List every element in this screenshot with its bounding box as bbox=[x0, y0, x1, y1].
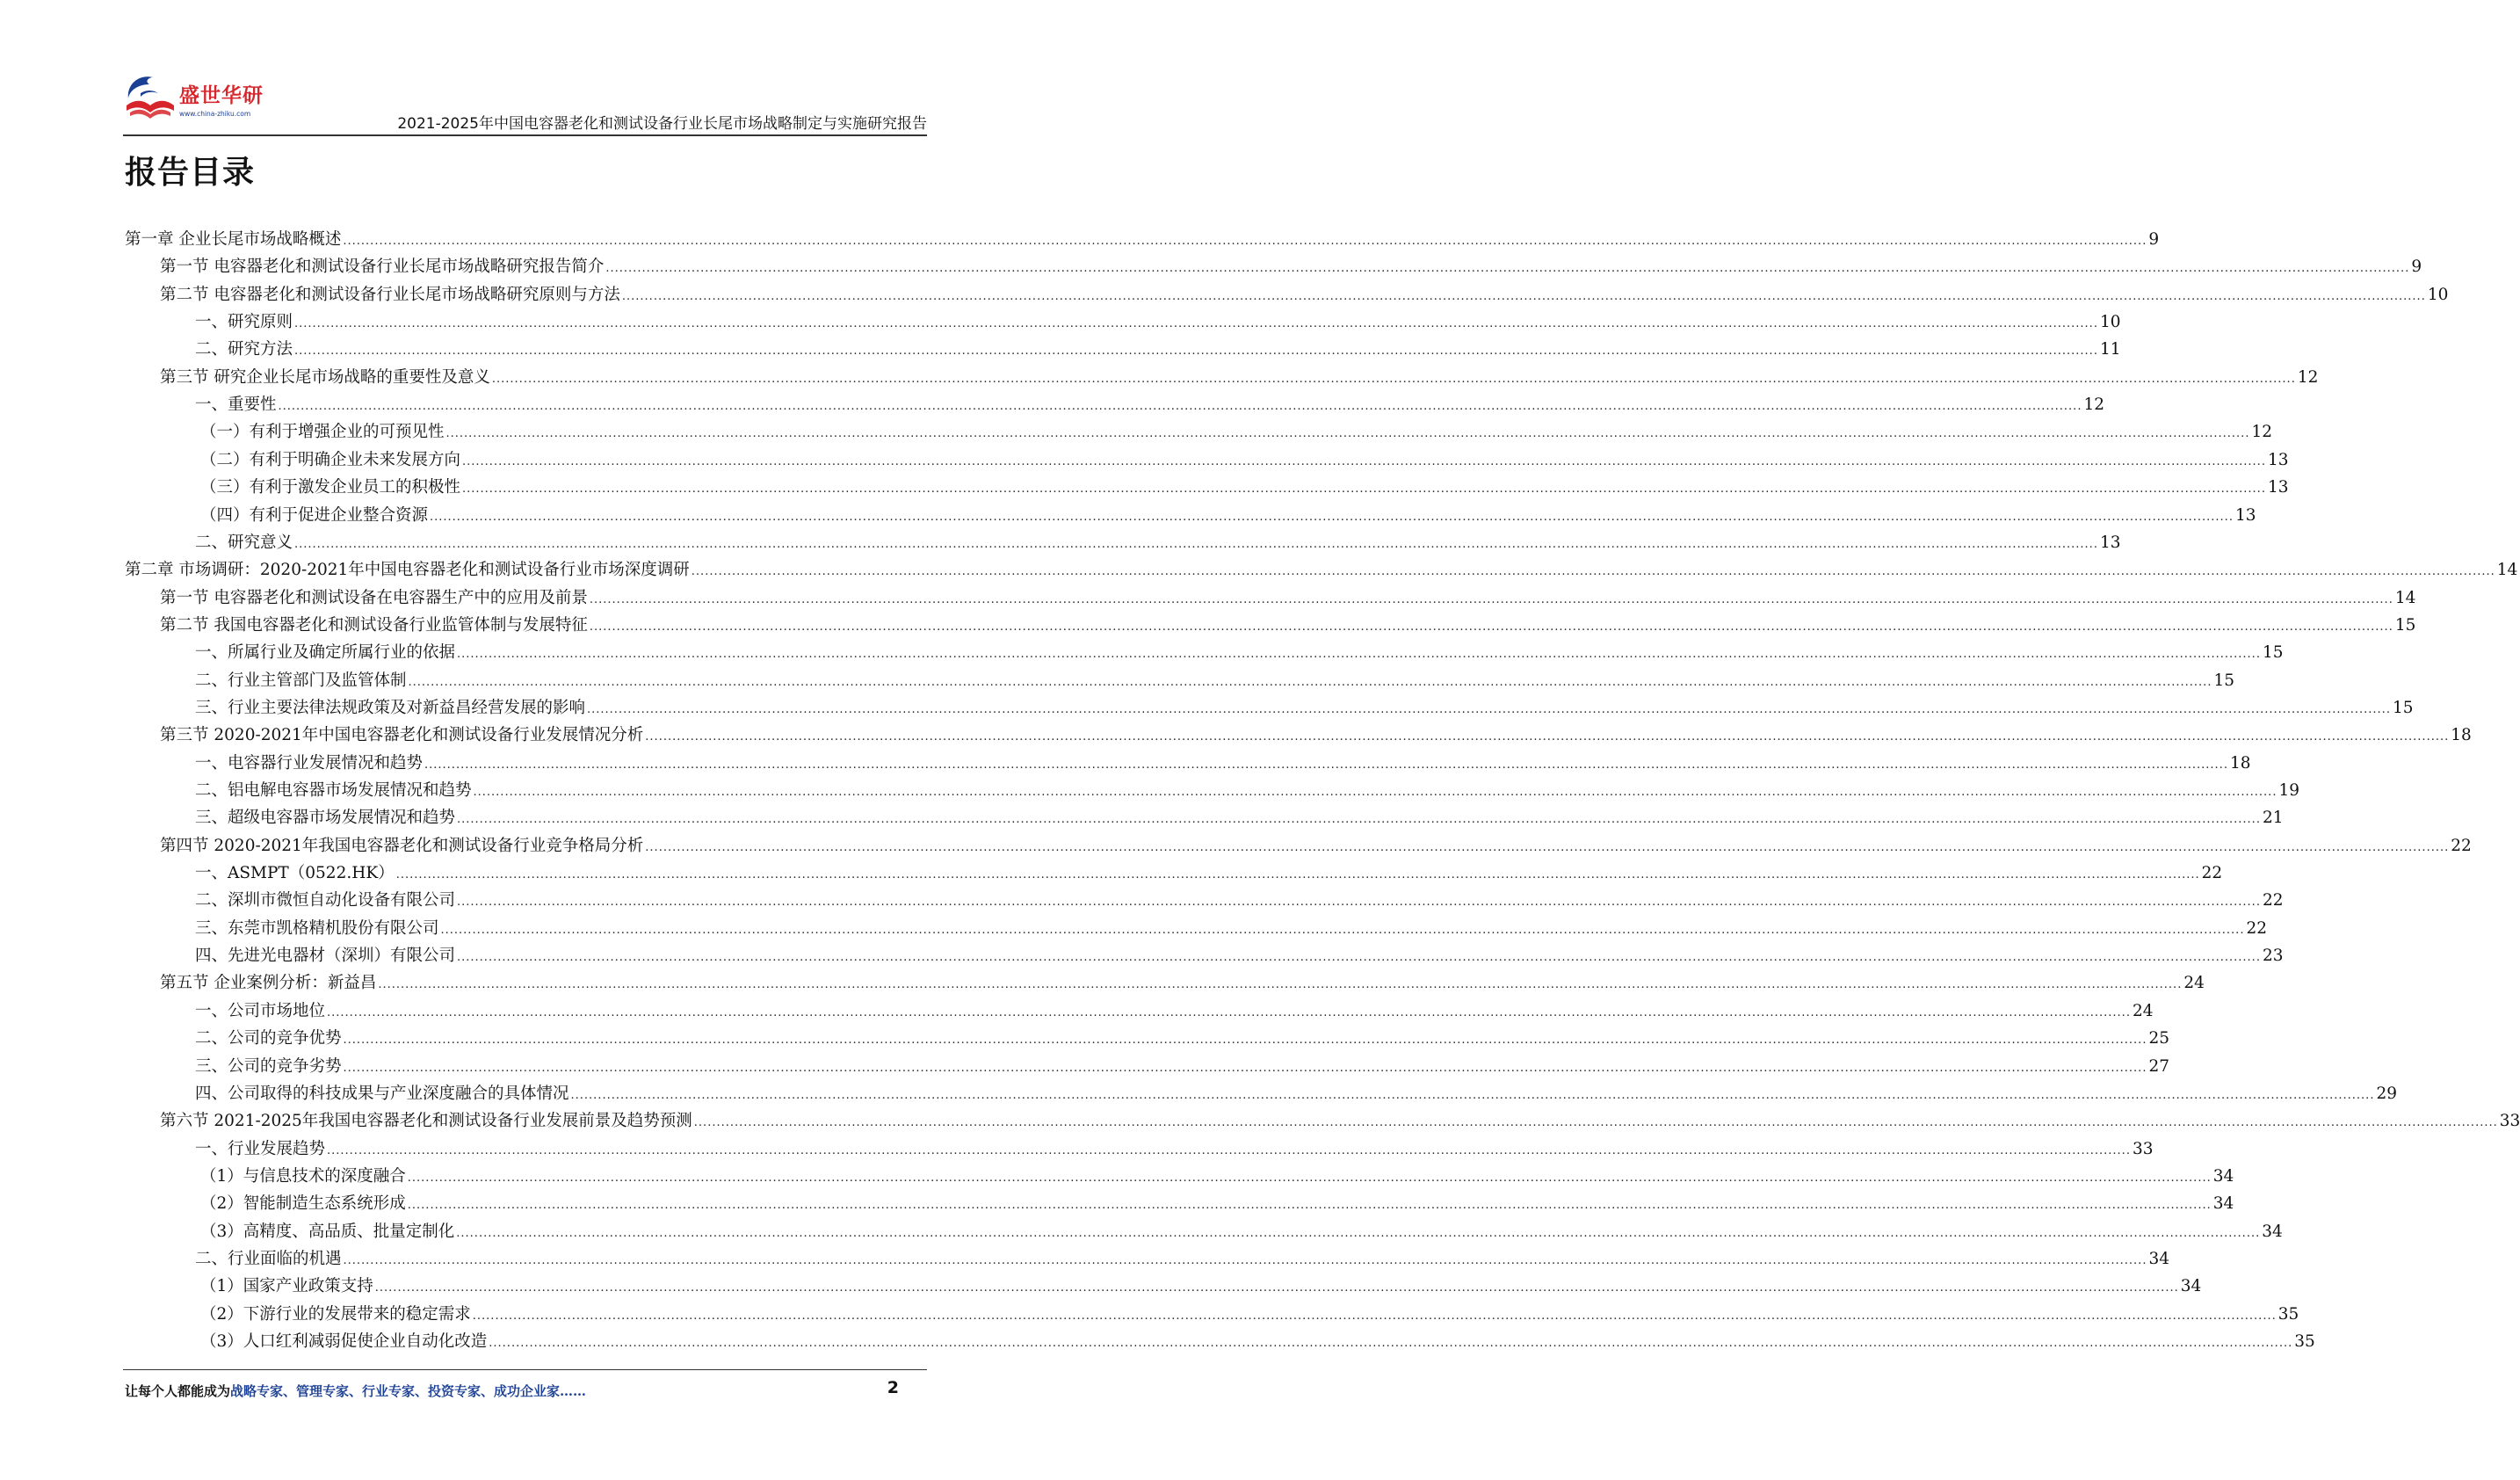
toc-leader-dots: ................................................................................................................................................................................................................................................................................................................................................................................................................ bbox=[587, 702, 2391, 716]
toc-leader-dots: ................................................................................................................................................................................................................................................................................................................................................................................................................ bbox=[327, 1143, 2131, 1157]
toc-leader-dots: ................................................................................................................................................................................................................................................................................................................................................................................................................ bbox=[457, 951, 2261, 965]
toc-leader-dots: ................................................................................................................................................................................................................................................................................................................................................................................................................ bbox=[445, 427, 2250, 441]
toc-entry-page: 34 bbox=[2262, 1222, 2283, 1241]
toc-entry-page: 14 bbox=[2496, 561, 2518, 580]
toc-entry-label: 二、公司的竞争优势 bbox=[195, 1029, 342, 1048]
toc-entry-page: 9 bbox=[2411, 258, 2422, 277]
toc-entry[interactable] bbox=[195, 1025, 2169, 1053]
toc-leader-dots: ................................................................................................................................................................................................................................................................................................................................................................................................................ bbox=[457, 813, 2261, 827]
toc-entry[interactable] bbox=[160, 612, 2416, 640]
toc-entry-label: 第三节 2020-2021年中国电容器老化和测试设备行业发展情况分析 bbox=[160, 726, 644, 745]
toc-entry-page: 22 bbox=[2262, 891, 2284, 910]
toc-entry[interactable] bbox=[200, 418, 2272, 446]
toc-leader-dots: ................................................................................................................................................................................................................................................................................................................................................................................................................ bbox=[424, 758, 2228, 772]
toc-entry-label: 三、行业主要法律法规政策及对新益昌经营发展的影响 bbox=[195, 698, 586, 717]
toc-leader-dots: ................................................................................................................................................................................................................................................................................................................................................................................................................ bbox=[430, 510, 2234, 524]
toc-leader-dots: ................................................................................................................................................................................................................................................................................................................................................................................................................ bbox=[645, 840, 2450, 854]
toc-entry-page: 35 bbox=[2277, 1304, 2299, 1324]
toc-entry-page: 14 bbox=[2394, 588, 2416, 607]
toc-entry[interactable] bbox=[200, 474, 2289, 502]
toc-entry[interactable] bbox=[125, 556, 2518, 584]
toc-entry-page: 24 bbox=[2132, 1001, 2154, 1020]
toc-entry-label: 第一节 电容器老化和测试设备在电容器生产中的应用及前景 bbox=[160, 588, 588, 607]
toc-entry-page: 18 bbox=[2229, 753, 2251, 773]
toc-entry[interactable] bbox=[200, 1190, 2234, 1218]
toc-entry[interactable] bbox=[160, 584, 2416, 613]
report-title: 2021-2025年中国电容器老化和测试设备行业长尾市场战略制定与实施研究报告 bbox=[397, 115, 927, 133]
toc-entry[interactable] bbox=[195, 860, 2223, 888]
toc-entry-page: 29 bbox=[2376, 1084, 2397, 1103]
book-swoosh-icon bbox=[123, 72, 177, 123]
toc-entry[interactable] bbox=[160, 969, 2205, 998]
toc-leader-dots: ................................................................................................................................................................................................................................................................................................................................................................................................................ bbox=[457, 648, 2261, 662]
toc-entry-page: 34 bbox=[2180, 1277, 2202, 1296]
toc-entry[interactable] bbox=[195, 391, 2104, 419]
toc-leader-dots: ................................................................................................................................................................................................................................................................................................................................................................................................................ bbox=[343, 235, 2147, 248]
toc-entry-label: 一、所属行业及确定所属行业的依据 bbox=[195, 643, 456, 663]
toc-entry-label: 一、ASMPT（0522.HK） bbox=[195, 864, 395, 883]
toc-entry[interactable] bbox=[195, 804, 2284, 832]
toc-entry-label: 四、先进光电器材（深圳）有限公司 bbox=[195, 947, 456, 966]
toc-entry-label: 第一章 企业长尾市场战略概述 bbox=[125, 230, 342, 249]
toc-entry-page: 13 bbox=[2234, 505, 2256, 525]
toc-entry[interactable] bbox=[195, 1135, 2154, 1164]
toc-entry-page: 34 bbox=[2212, 1194, 2234, 1214]
toc-entry-label: 四、公司取得的科技成果与产业深度融合的具体情况 bbox=[195, 1084, 569, 1103]
toc-entry[interactable] bbox=[200, 1218, 2283, 1246]
toc-entry-label: （二）有利于明确企业未来发展方向 bbox=[200, 450, 461, 469]
toc-leader-dots: ................................................................................................................................................................................................................................................................................................................................................................................................................ bbox=[645, 730, 2450, 744]
toc-entry[interactable] bbox=[160, 1107, 2520, 1135]
toc-entry[interactable] bbox=[125, 226, 2160, 254]
toc-entry-label: 第五节 企业案例分析：新益昌 bbox=[160, 974, 377, 993]
toc-entry-label: （1）国家产业政策支持 bbox=[200, 1277, 373, 1296]
toc-entry-label: 一、研究原则 bbox=[195, 313, 293, 332]
toc-entry-page: 23 bbox=[2262, 947, 2284, 966]
toc-leader-dots: ................................................................................................................................................................................................................................................................................................................................................................................................................ bbox=[693, 1116, 2498, 1130]
toc-entry-label: 二、行业主管部门及监管体制 bbox=[195, 671, 407, 690]
toc-leader-dots: ................................................................................................................................................................................................................................................................................................................................................................................................................ bbox=[440, 923, 2245, 937]
toc-entry-label: （1）与信息技术的深度融合 bbox=[200, 1166, 406, 1186]
toc-leader-dots: ................................................................................................................................................................................................................................................................................................................................................................................................................ bbox=[491, 372, 2296, 386]
toc-entry[interactable] bbox=[195, 667, 2234, 695]
toc-entry[interactable] bbox=[195, 694, 2414, 722]
toc-entry-page: 22 bbox=[2246, 918, 2267, 938]
toc-entry-label: 一、电容器行业发展情况和趋势 bbox=[195, 753, 424, 773]
toc-entry-label: （3）高精度、高品质、批量定制化 bbox=[200, 1222, 455, 1241]
toc-leader-dots: ................................................................................................................................................................................................................................................................................................................................................................................................................ bbox=[395, 868, 2200, 882]
toc-entry-label: 第四节 2020-2021年我国电容器老化和测试设备行业竞争格局分析 bbox=[160, 836, 644, 855]
toc-entry-label: （2）智能制造生态系统形成 bbox=[200, 1194, 406, 1214]
page-number: 2 bbox=[887, 1378, 899, 1397]
toc-entry-label: 二、深圳市微恒自动化设备有限公司 bbox=[195, 891, 456, 910]
toc-entry-label: 一、重要性 bbox=[195, 395, 277, 415]
toc-leader-dots: ................................................................................................................................................................................................................................................................................................................................................................................................................ bbox=[294, 317, 2098, 331]
toc-entry[interactable] bbox=[200, 1301, 2299, 1329]
toc-leader-dots: ................................................................................................................................................................................................................................................................................................................................................................................................................ bbox=[327, 1005, 2131, 1019]
toc-leader-dots: ................................................................................................................................................................................................................................................................................................................................................................................................................ bbox=[621, 289, 2426, 303]
toc-entry[interactable] bbox=[195, 1053, 2169, 1081]
toc-entry-label: （三）有利于激发企业员工的积极性 bbox=[200, 478, 461, 497]
toc-entry-page: 15 bbox=[2392, 698, 2414, 717]
toc-entry[interactable] bbox=[200, 1328, 2315, 1356]
logo-name: 盛世华研 bbox=[179, 84, 264, 107]
footer-divider bbox=[123, 1369, 927, 1370]
page-title: 报告目录 bbox=[125, 155, 256, 191]
toc-entry-label: 二、研究方法 bbox=[195, 340, 293, 359]
toc-entry-label: 第六节 2021-2025年我国电容器老化和测试设备行业发展前景及趋势预测 bbox=[160, 1112, 692, 1131]
toc-entry-page: 10 bbox=[2427, 285, 2449, 304]
toc-leader-dots: ................................................................................................................................................................................................................................................................................................................................................................................................................ bbox=[605, 262, 2410, 276]
toc-leader-dots: ................................................................................................................................................................................................................................................................................................................................................................................................................ bbox=[462, 454, 2266, 468]
toc-leader-dots: ................................................................................................................................................................................................................................................................................................................................................................................................................ bbox=[278, 400, 2082, 414]
toc-entry-page: 35 bbox=[2294, 1332, 2315, 1351]
toc-entry[interactable] bbox=[195, 887, 2284, 915]
toc-entry-page: 10 bbox=[2099, 313, 2121, 332]
toc-leader-dots: ................................................................................................................................................................................................................................................................................................................................................................................................................ bbox=[489, 1337, 2293, 1350]
toc-entry[interactable] bbox=[195, 915, 2267, 943]
logo-url: www.china-zhiku.com bbox=[179, 110, 251, 118]
toc-leader-dots: ................................................................................................................................................................................................................................................................................................................................................................................................................ bbox=[343, 1061, 2147, 1075]
toc-entry-label: 三、超级电容器市场发展情况和趋势 bbox=[195, 809, 456, 828]
toc-entry-label: （四）有利于促进企业整合资源 bbox=[200, 505, 429, 525]
toc-leader-dots: ................................................................................................................................................................................................................................................................................................................................................................................................................ bbox=[473, 786, 2277, 799]
toc-entry[interactable] bbox=[160, 364, 2319, 392]
toc-leader-dots: ................................................................................................................................................................................................................................................................................................................................................................................................................ bbox=[378, 978, 2183, 992]
toc-entry-label: 二、行业面临的机遇 bbox=[195, 1249, 342, 1268]
toc-entry-page: 9 bbox=[2148, 230, 2160, 249]
toc-entry-page: 24 bbox=[2183, 974, 2205, 993]
toc-entry-label: （一）有利于增强企业的可预见性 bbox=[200, 423, 445, 442]
toc-entry-label: 第二节 我国电容器老化和测试设备行业监管体制与发展特征 bbox=[160, 615, 588, 635]
toc-entry[interactable] bbox=[195, 942, 2284, 970]
toc-leader-dots: ................................................................................................................................................................................................................................................................................................................................................................................................................ bbox=[589, 592, 2393, 606]
toc-entry-page: 21 bbox=[2262, 809, 2284, 828]
toc-entry[interactable] bbox=[195, 336, 2121, 364]
toc-entry[interactable] bbox=[195, 998, 2154, 1026]
toc-entry-label: 三、公司的竞争劣势 bbox=[195, 1056, 342, 1076]
toc-entry-page: 12 bbox=[2083, 395, 2104, 415]
toc-entry[interactable] bbox=[195, 750, 2251, 778]
toc-entry[interactable] bbox=[195, 1080, 2397, 1108]
toc-entry-page: 13 bbox=[2267, 450, 2289, 469]
company-logo bbox=[123, 72, 281, 125]
toc-leader-dots: ................................................................................................................................................................................................................................................................................................................................................................................................................ bbox=[374, 1281, 2179, 1295]
toc-entry-page: 12 bbox=[2251, 423, 2272, 442]
toc-entry-label: 第三节 研究企业长尾市场战略的重要性及意义 bbox=[160, 367, 490, 387]
toc-leader-dots: ................................................................................................................................................................................................................................................................................................................................................................................................................ bbox=[462, 482, 2266, 497]
toc-entry-page: 18 bbox=[2451, 726, 2472, 745]
toc-entry-label: 二、研究意义 bbox=[195, 533, 293, 552]
toc-entry-page: 25 bbox=[2148, 1029, 2169, 1048]
toc-entry[interactable] bbox=[200, 1273, 2202, 1301]
toc-entry-page: 12 bbox=[2297, 367, 2319, 387]
toc-entry-page: 19 bbox=[2278, 781, 2299, 800]
toc-leader-dots: ................................................................................................................................................................................................................................................................................................................................................................................................................ bbox=[343, 1034, 2147, 1048]
toc-leader-dots: ................................................................................................................................................................................................................................................................................................................................................................................................................ bbox=[457, 896, 2261, 910]
toc-entry[interactable] bbox=[195, 639, 2284, 667]
toc-entry[interactable] bbox=[195, 529, 2121, 557]
toc-leader-dots: ................................................................................................................................................................................................................................................................................................................................................................................................................ bbox=[456, 1226, 2261, 1240]
toc-leader-dots: ................................................................................................................................................................................................................................................................................................................................................................................................................ bbox=[691, 565, 2495, 579]
toc-entry-label: 三、东莞市凯格精机股份有限公司 bbox=[195, 918, 439, 938]
toc-entry-page: 34 bbox=[2212, 1166, 2234, 1186]
toc-entry-label: （2）下游行业的发展带来的稳定需求 bbox=[200, 1304, 471, 1324]
toc-leader-dots: ................................................................................................................................................................................................................................................................................................................................................................................................................ bbox=[407, 1171, 2212, 1185]
toc-entry-page: 13 bbox=[2099, 533, 2121, 552]
toc-entry-page: 33 bbox=[2499, 1112, 2520, 1131]
toc-entry-page: 15 bbox=[2262, 643, 2284, 663]
toc-leader-dots: ................................................................................................................................................................................................................................................................................................................................................................................................................ bbox=[570, 1088, 2375, 1102]
toc-leader-dots: ................................................................................................................................................................................................................................................................................................................................................................................................................ bbox=[294, 537, 2098, 551]
header-divider bbox=[123, 134, 927, 136]
toc-leader-dots: ................................................................................................................................................................................................................................................................................................................................................................................................................ bbox=[589, 620, 2393, 634]
slogan-prefix: 让每个人都能成为 bbox=[125, 1383, 231, 1399]
toc-leader-dots: ................................................................................................................................................................................................................................................................................................................................................................................................................ bbox=[294, 345, 2098, 359]
toc-entry-label: 第二章 市场调研：2020-2021年中国电容器老化和测试设备行业市场深度调研 bbox=[125, 561, 690, 580]
toc-entry-label: （3）人口红利减弱促使企业自动化改造 bbox=[200, 1332, 488, 1351]
toc-entry-label: 一、公司市场地位 bbox=[195, 1001, 326, 1020]
toc-entry-page: 34 bbox=[2148, 1249, 2169, 1268]
footer-slogan bbox=[125, 1382, 586, 1400]
slogan-highlight: 战略专家、管理专家、行业专家、投资专家、成功企业家…… bbox=[230, 1383, 587, 1399]
toc-entry-label: 一、行业发展趋势 bbox=[195, 1139, 326, 1158]
toc-entry[interactable] bbox=[200, 446, 2289, 475]
toc-leader-dots: ................................................................................................................................................................................................................................................................................................................................................................................................................ bbox=[407, 1199, 2212, 1213]
toc-entry-page: 27 bbox=[2148, 1056, 2169, 1076]
toc-entry-page: 15 bbox=[2213, 671, 2234, 690]
toc-entry-page: 33 bbox=[2132, 1139, 2154, 1158]
toc-entry-page: 22 bbox=[2451, 836, 2472, 855]
toc-entry-label: 二、铝电解电容器市场发展情况和趋势 bbox=[195, 781, 472, 800]
toc-entry-page: 11 bbox=[2099, 340, 2121, 359]
toc-entry[interactable] bbox=[160, 722, 2472, 750]
toc-entry[interactable] bbox=[160, 253, 2422, 281]
toc-entry-page: 15 bbox=[2394, 615, 2416, 635]
toc-leader-dots: ................................................................................................................................................................................................................................................................................................................................................................................................................ bbox=[343, 1253, 2147, 1267]
toc-entry[interactable] bbox=[195, 308, 2121, 337]
toc-entry[interactable] bbox=[195, 1245, 2169, 1273]
toc-entry[interactable] bbox=[200, 1163, 2234, 1191]
toc-entry[interactable] bbox=[160, 281, 2449, 309]
toc-entry[interactable] bbox=[160, 832, 2472, 860]
toc-leader-dots: ................................................................................................................................................................................................................................................................................................................................................................................................................ bbox=[408, 675, 2212, 689]
toc-entry[interactable] bbox=[195, 777, 2299, 805]
toc-entry-page: 22 bbox=[2201, 864, 2223, 883]
toc-entry[interactable] bbox=[200, 502, 2256, 530]
toc-leader-dots: ................................................................................................................................................................................................................................................................................................................................................................................................................ bbox=[472, 1309, 2277, 1323]
toc-entry-page: 13 bbox=[2267, 478, 2289, 497]
toc-entry-label: 第二节 电容器老化和测试设备行业长尾市场战略研究原则与方法 bbox=[160, 285, 620, 304]
toc-entry-label: 第一节 电容器老化和测试设备行业长尾市场战略研究报告简介 bbox=[160, 258, 605, 277]
